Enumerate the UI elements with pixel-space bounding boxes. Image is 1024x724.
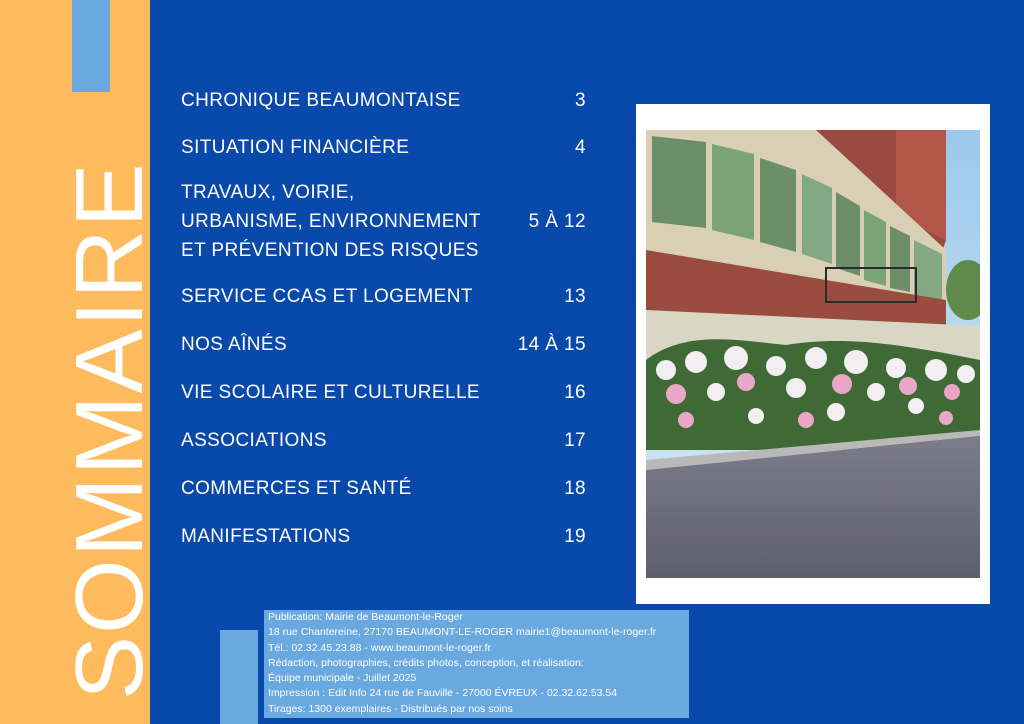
- toc-entry-title: VIE SCOLAIRE ET CULTURELLE: [181, 382, 481, 403]
- toc-entry-page: 5 À 12: [528, 211, 586, 232]
- toc-entry-title: ET PRÉVENTION DES RISQUES: [181, 240, 479, 261]
- publication-info-box: [264, 610, 689, 718]
- toc-entry-page: 14 À 15: [517, 334, 586, 355]
- toc-entry-title: TRAVAUX, VOIRIE,: [181, 182, 355, 203]
- toc-entry-title: COMMERCES ET SANTÉ: [181, 478, 412, 499]
- accent-bar-bottom: [220, 630, 258, 724]
- publication-line: Publication: Mairie de Beaumont-le-Roger: [268, 611, 463, 623]
- toc-entry-page: 17: [564, 430, 586, 451]
- toc-entry-title: NOS AÎNÉS: [181, 334, 288, 355]
- toc-entry-title: MANIFESTATIONS: [181, 526, 351, 547]
- toc-entry-page: 3: [575, 90, 586, 111]
- photo-frame: [636, 104, 990, 604]
- publication-line: Rédaction, photographies, crédits photos, conception, et réalisation:: [268, 656, 584, 669]
- building-photo: [646, 130, 980, 578]
- toc-entry-title: SITUATION FINANCIÈRE: [181, 137, 410, 158]
- toc-entry-title: ASSOCIATIONS: [181, 430, 327, 451]
- toc-entry-page: 4: [575, 137, 586, 158]
- toc-entry-page: 18: [564, 478, 586, 499]
- toc-entry-page: 16: [564, 382, 586, 403]
- page-title: SOMMAIRE: [56, 161, 163, 700]
- publication-line: Impression : Edit Info 24 rue de Fauville - 27000 ÉVREUX - 02.32.62.53.54: [268, 687, 618, 700]
- publication-line: Tirages: 1300 exemplaires - Distribués par nos soins: [268, 702, 513, 715]
- accent-bar-top: [72, 0, 110, 92]
- toc-entry-page: 19: [564, 526, 586, 547]
- toc-entry-title: URBANISME, ENVIRONNEMENT: [181, 211, 481, 232]
- toc-entry-title: SERVICE CCAS ET LOGEMENT: [181, 286, 473, 307]
- publication-line: Tél.: 02.32.45.23.88 - www.beaumont-le-roger.fr: [268, 641, 491, 654]
- toc-entry-title: CHRONIQUE BEAUMONTAISE: [181, 90, 461, 111]
- publication-line: Équipe municipale - Juillet 2025: [268, 672, 417, 685]
- toc-entry-page: 13: [564, 286, 586, 307]
- publication-line: 18 rue Chantereine, 27170 BEAUMONT-LE-ROGER mairie1@beaumont-le-roger.fr: [268, 626, 657, 639]
